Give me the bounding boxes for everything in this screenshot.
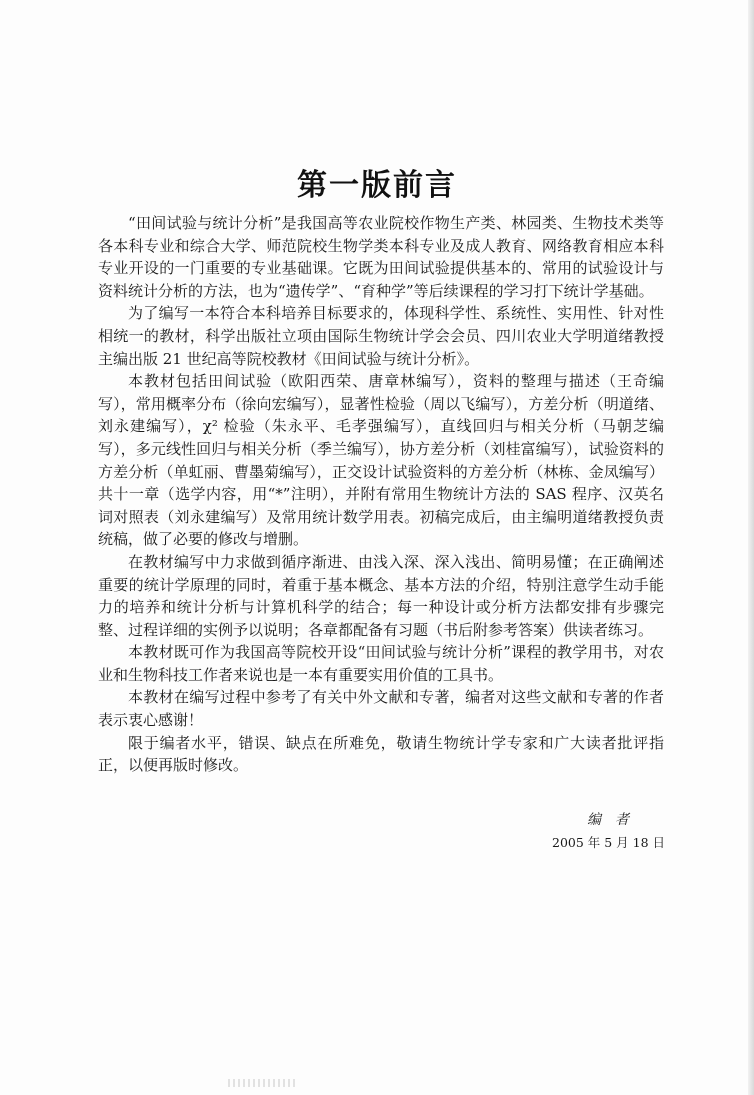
paragraph-5: 本教材既可作为我国高等院校开设“田间试验与统计分析”课程的教学用书，对农业和生物科技工作者来说也是一本有重要实用价值的工具书。 (98, 643, 664, 684)
paragraph-6: 本教材在编写过程中参考了有关中外文献和专著，编者对这些文献和专著的作者表示衷心感谢！ (98, 688, 664, 730)
paragraph-4: 在教材编写中力求做到循序渐进、由浅入深、深入浅出、简明易懂；在正确阐述重要的统计学原理的同时，着重于基本概念、基本方法的介绍，特别注意学生动手能力的培养和统计分析与计算机科学的结合；每一种设计或分析方法都安排有步骤完整、过程详细的实例予以说明；各章都配备有习题（书后附参考答案）供读者练习。 (98, 552, 664, 639)
page-title: 第一版前言 (297, 168, 457, 203)
paragraph-7: 限于编者水平，错误、缺点在所难免，敬请生物统计学专家和广大读者批评指正，以便再版时修改。 (98, 733, 664, 775)
author-signature: 编者 (587, 812, 643, 828)
preface-body (98, 212, 664, 777)
scan-artifact (228, 1079, 298, 1087)
paragraph-2: 为了编写一本符合本科培养目标要求的，体现科学性、系统性、实用性、针对性相统一的教材，科学出版社立项由国际生物统计学会会员、四川农业大学明道绪教授主编出版 21 世纪高等院校教材《田间试验与统计分析》。 (98, 304, 664, 368)
signature-date: 2005 年 5 月 18 日 (552, 835, 666, 850)
paragraph-3: 本教材包括田间试验（欧阳西荣、唐章林编写），资料的整理与描述（王奇编写），常用概率分布（徐向宏编写），显著性检验（周以飞编写），方差分析（明道绪、刘永建编写），χ² 检验（朱永平、毛孝强编写），直线回归与相关分析（马朝芝编写），多元线性回归与相关分析（季兰编写），协方差分析（刘桂富编写），试验资料的方差分析（单虹丽、曹墨菊编写），正交设计试验资料的方差分析（林栋、金凤编写）共十一章（选学内容，用“*”注明），并附有常用生物统计方法的 SAS 程序、汉英名词对照表（刘永建编写）及常用统计数学用表。初稿完成后，由主编明道绪教授负责统稿，做了必要的修改与增删。 (98, 372, 664, 549)
paragraph-1: “田间试验与统计分析”是我国高等农业院校作物生产类、林园类、生物技术类等各本科专业和综合大学、师范院校生物学类本科专业及成人教育、网络教育相应本科专业开设的一门重要的专业基础课。它既为田间试验提供基本的、常用的试验设计与资料统计分析的方法，也为“遗传学”、“育种学”等后续课程的学习打下统计学基础。 (98, 214, 664, 300)
